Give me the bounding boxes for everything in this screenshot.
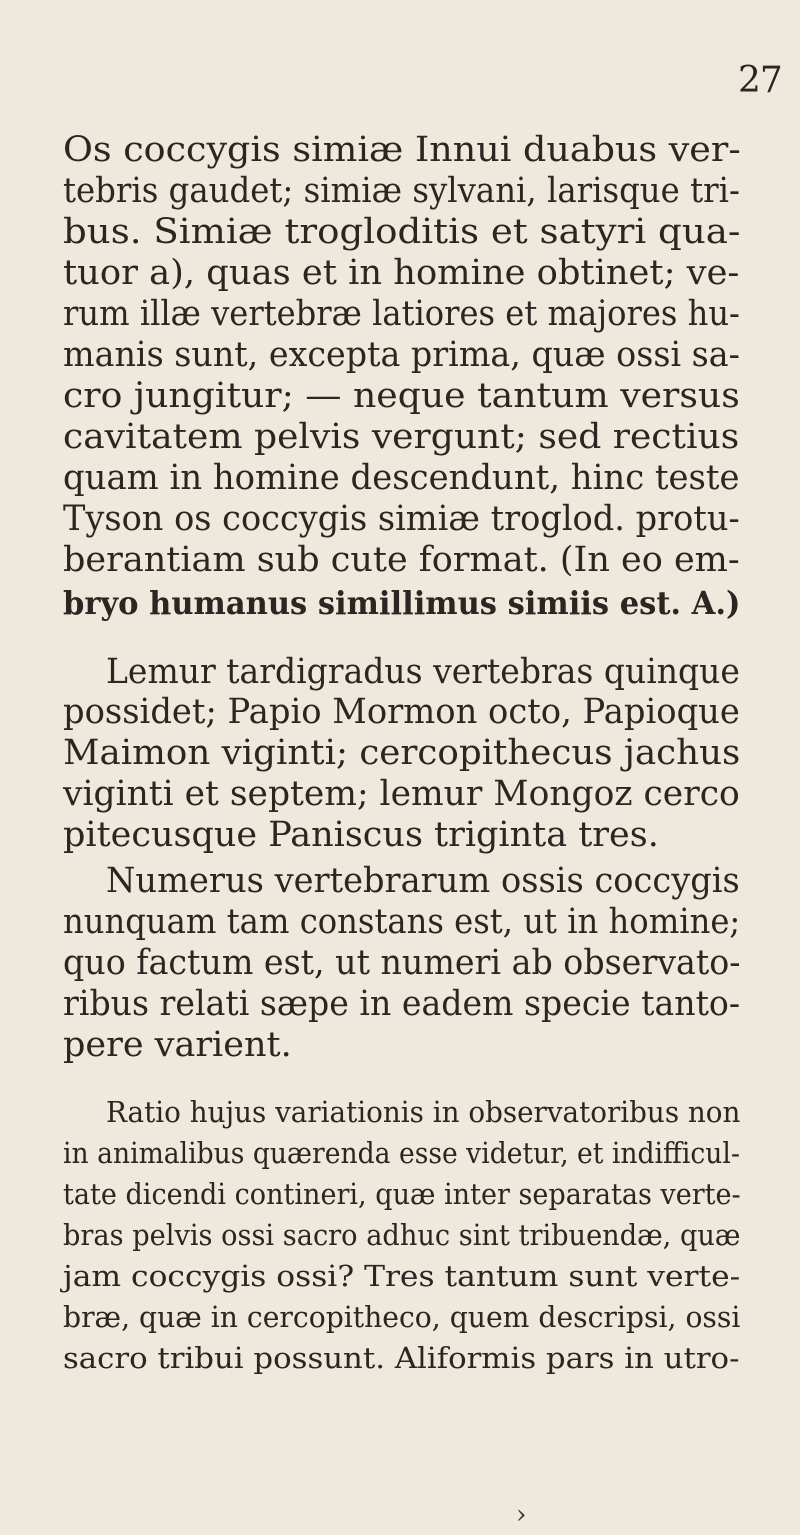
text-line: viginti et septem; lemur Mongoz cerco	[63, 774, 740, 814]
text-line: pitecusque Paniscus triginta tres.	[63, 815, 659, 855]
text-line: rum illæ vertebræ latiores et majores hu-	[63, 294, 740, 334]
text-line: tebris gaudet; simiæ sylvani, larisque tri-	[63, 171, 740, 211]
text-line: tuor a), quas et in homine obtinet; ve-	[63, 253, 740, 293]
text-line: bryo humanus simillimus simiis est. A.)	[63, 584, 741, 622]
text-line: ribus relati sæpe in eadem specie tanto-	[63, 984, 741, 1024]
text-line: Maimon viginti; cercopithecus jachus	[63, 733, 741, 773]
text-line: cavitatem pelvis vergunt; sed rectius	[63, 417, 740, 457]
text-line: nunquam tam constans est, ut in homine;	[63, 902, 741, 942]
text-line: Lemur tardigradus vertebras quinque	[106, 652, 740, 692]
text-line: quo factum est, ut numeri ab observato-	[63, 943, 741, 983]
text-line: tate dicendi contineri, quæ inter separatas verte-	[63, 1177, 741, 1211]
text-line: sacro tribui possunt. Aliformis pars in utro-	[63, 1341, 740, 1375]
text-line: Ratio hujus variationis in observatoribus non	[106, 1095, 741, 1129]
footer-mark: ›	[516, 1500, 527, 1530]
text-line: possidet; Papio Mormon octo, Papioque	[63, 692, 740, 732]
text-line: bus. Simiæ trogloditis et satyri qua-	[63, 212, 741, 252]
text-line: pere varient.	[63, 1025, 292, 1065]
text-line: cro jungitur; — neque tantum versus	[63, 376, 740, 416]
text-line: Os coccygis simiæ Innui duabus ver-	[63, 130, 741, 170]
text-line: berantiam sub cute format. (In eo em-	[63, 540, 740, 580]
text-line: bras pelvis ossi sacro adhuc sint tribuendæ, quæ	[63, 1218, 741, 1252]
text-line: manis sunt, excepta prima, quæ ossi sa-	[63, 335, 740, 375]
text-line: Numerus vertebrarum ossis coccygis	[106, 861, 740, 901]
text-line: in animalibus quærenda esse videtur, et indifficul-	[63, 1136, 740, 1170]
text-line: bræ, quæ in cercopitheco, quem descripsi, ossi	[63, 1300, 741, 1334]
text-line: jam coccygis ossi? Tres tantum sunt verte-	[63, 1259, 741, 1293]
text-line: quam in homine descendunt, hinc teste	[63, 458, 740, 498]
page-number: 27	[738, 60, 782, 101]
text-line: Tyson os coccygis simiæ troglod. protu-	[63, 499, 740, 539]
